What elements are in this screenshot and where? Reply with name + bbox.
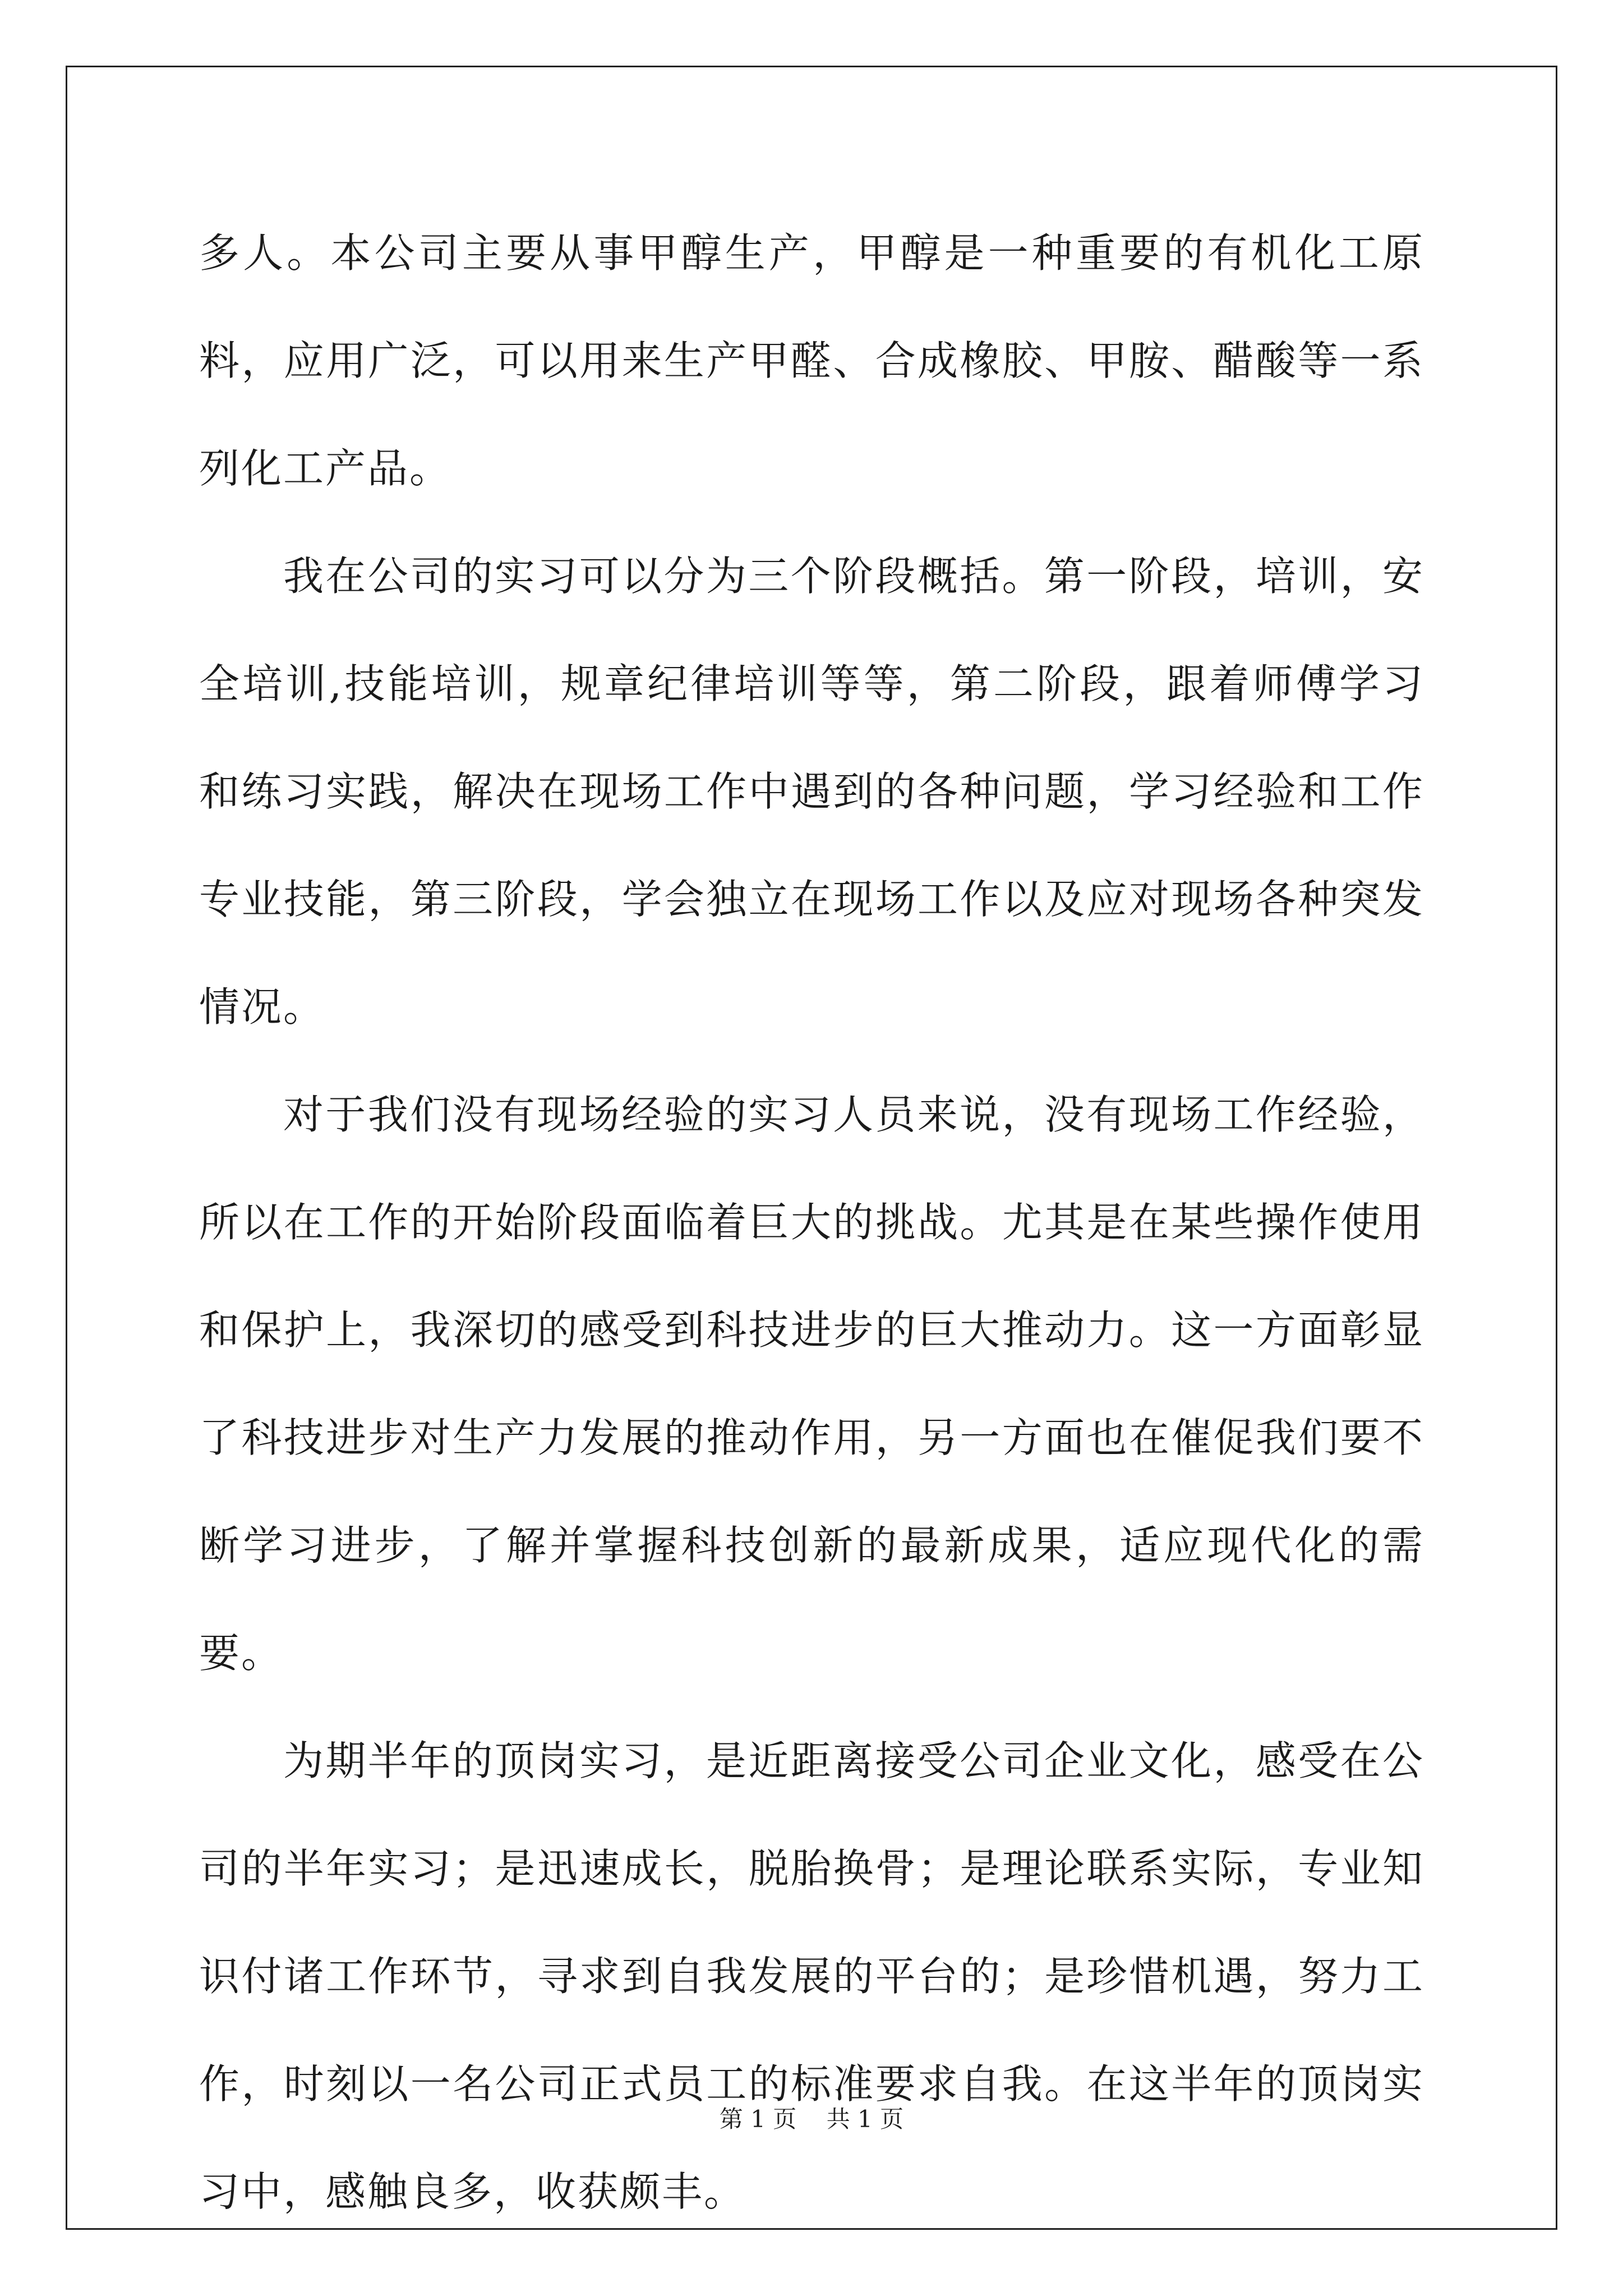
document-body <box>199 199 1424 2246</box>
paragraph-3: 对于我们没有现场经验的实习人员来说，没有现场工作经验，所以在工作的开始阶段面临着巨大的挑战。尤其是在某些操作使用和保护上，我深切的感受到科技进步的巨大推动力。这一方面彰显了科技进步对生产力发展的推动作用，另一方面也在催促我们要不断学习进步，了解并掌握科技创新的最新成果，适应现代化的需要。 <box>199 1091 1424 1677</box>
paragraph-4: 为期半年的顶岗实习，是近距离接受公司企业文化，感受在公司的半年实习；是迅速成长，脱胎换骨；是理论联系实际，专业知识付诸工作环节，寻求到自我发展的平台的；是珍惜机遇，努力工作，时刻以一名公司正式员工的标准要求自我。在这半年的顶岗实习中，感触良多，收获颇丰。 <box>199 1737 1424 2215</box>
paragraph-2: 我在公司的实习可以分为三个阶段概括。第一阶段，培训，安全培训,技能培训，规章纪律培训等等，第二阶段，跟着师傅学习和练习实践，解决在现场工作中遇到的各种问题，学习经验和工作专业技能，第三阶段，学会独立在现场工作以及应对现场各种突发情况。 <box>199 553 1424 1030</box>
paragraph-1: 多人。本公司主要从事甲醇生产，甲醇是一种重要的有机化工原料，应用广泛，可以用来生产甲醛、合成橡胶、甲胺、醋酸等一系列化工产品。 <box>199 229 1424 492</box>
page-number-footer: 第 1 页 共 1 页 <box>719 2105 904 2133</box>
